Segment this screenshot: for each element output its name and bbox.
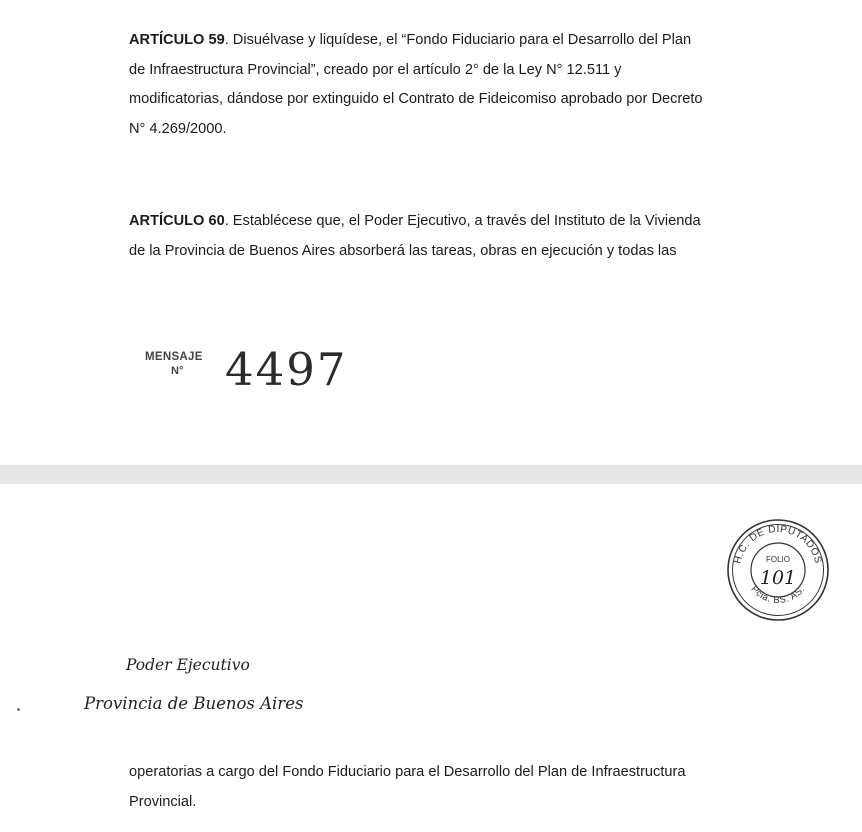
continuation-line-2: Provincial. — [129, 793, 197, 810]
article-60-paragraph — [129, 207, 775, 266]
article-60-line-2: de la Provincia de Buenos Aires absorberá las tareas, obras en ejecución y todas las — [129, 242, 677, 259]
article-60-line-1: . Establécese que, el Poder Ejecutivo, a través del Instituto de la Vivienda — [224, 213, 701, 229]
stamp-number: 4497 — [225, 343, 348, 396]
article-59-line-1: . Disuélvase y liquídese, el “Fondo Fiduciario para el Desarrollo del Plan — [224, 32, 692, 48]
seal-folio-label: FOLIO — [765, 555, 791, 564]
letterhead-poder-ejecutivo: Poder Ejecutivo — [126, 656, 250, 674]
article-60-heading: ARTÍCULO 60 — [129, 213, 225, 229]
document-page-2 — [0, 484, 862, 832]
seal-top-text: H.C. DE DIPUTADOS — [732, 523, 824, 565]
folio-seal — [726, 518, 830, 622]
article-59-line-2: de Infraestructura Provincial”, creado por el artículo 2° de la Ley N° 12.511 y — [129, 61, 622, 78]
page-separator — [0, 465, 862, 484]
letterhead-provincia: Provincia de Buenos Aires — [84, 694, 304, 713]
article-59-line-3: modificatorias, dándose por extinguido el Contrato de Fideicomiso aprobado por Decreto — [129, 91, 703, 107]
continuation-paragraph — [129, 758, 775, 817]
article-59-line-4: N° 4.269/2000. — [129, 120, 227, 137]
margin-mark — [17, 708, 20, 711]
article-59-heading: ARTÍCULO 59 — [129, 32, 225, 48]
continuation-line-1: operatorias a cargo del Fondo Fiduciario para el Desarrollo del Plan de Infraestructura — [129, 764, 686, 780]
article-59-paragraph — [129, 26, 775, 144]
stamp-no-label: N° — [171, 365, 184, 377]
seal-bottom-text: Pcia. BS. AS. — [748, 583, 808, 607]
stamp-label: MENSAJE — [145, 351, 203, 363]
seal-folio-number: 101 — [759, 567, 797, 589]
